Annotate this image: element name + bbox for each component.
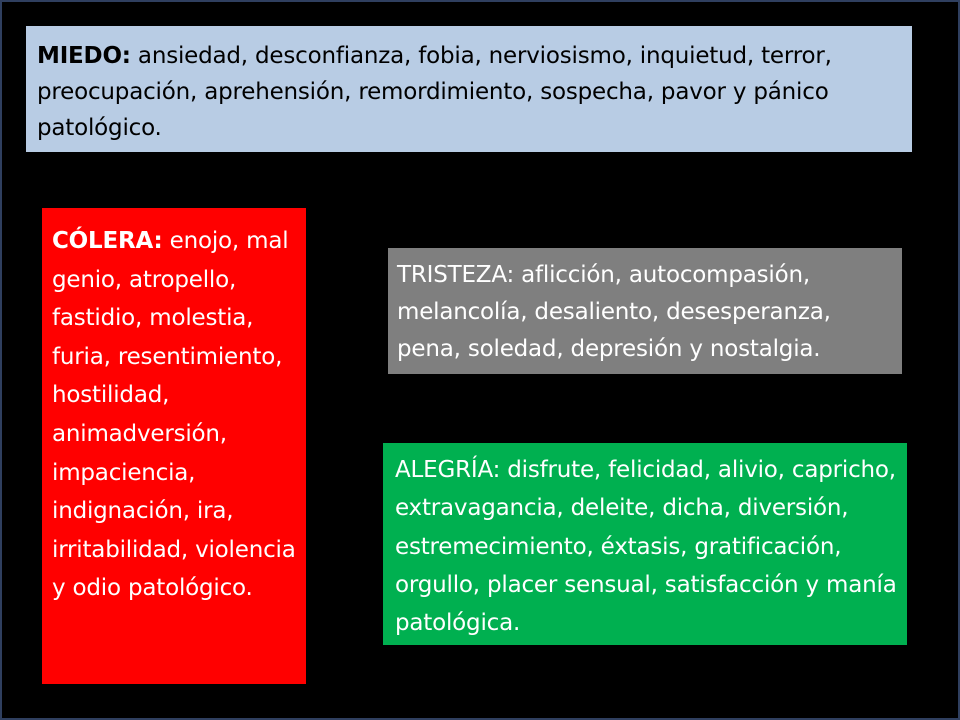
miedo-description: ansiedad, desconfianza, fobia, nerviosismo, inquietud, terror, preocupación, aprehensión, remordimiento, sospecha, pavor y pánico patológico. bbox=[37, 43, 832, 141]
alegria-box bbox=[383, 443, 907, 645]
colera-box bbox=[42, 208, 306, 684]
miedo-box bbox=[26, 26, 912, 152]
colera-term: CÓLERA: bbox=[52, 228, 163, 254]
miedo-term: MIEDO: bbox=[37, 43, 131, 69]
alegria-text: ALEGRÍA: disfrute, felicidad, alivio, capricho, extravagancia, deleite, dicha, diversión, estremecimiento, éxtasis, gratificación, orgullo, placer sensual, satisfacción y manía patológica. bbox=[395, 457, 897, 637]
tristeza-box bbox=[388, 248, 902, 374]
tristeza-text: TRISTEZA: aflicción, autocompasión, melancolía, desaliento, desesperanza, pena, soledad, depresión y nostalgia. bbox=[397, 262, 831, 362]
colera-description: enojo, mal genio, atropello, fastidio, molestia, furia, resentimiento, hostilidad, animadversión, impaciencia, indignación, ira, irritabilidad, violencia y odio patológico. bbox=[52, 228, 296, 602]
